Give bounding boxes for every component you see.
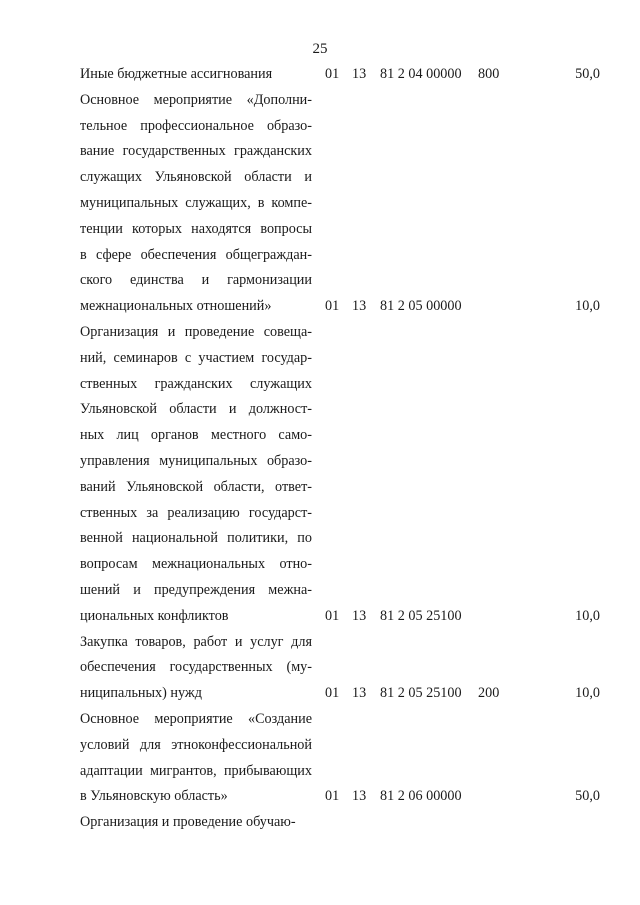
description-line: ных лиц органов местного само- — [80, 427, 312, 444]
description-line: адаптации мигрантов, прибывающих — [80, 762, 312, 779]
section-code: 01 — [325, 685, 340, 702]
amount: 50,0 — [575, 66, 600, 82]
section-code: 01 — [325, 788, 340, 805]
description-line: вопросам межнациональных отно- — [80, 556, 312, 573]
target-article-code: 81 2 05 25100 — [380, 607, 462, 624]
description-line: Иные бюджетные ассигнования — [80, 66, 273, 82]
description-line: Основное мероприятие «Создание — [80, 711, 312, 727]
description-line: тенции которых находятся вопросы — [80, 220, 312, 237]
description-line: Организация и проведение совеща- — [80, 324, 312, 340]
description-line: тельное профессиональное образо- — [80, 117, 312, 134]
description-line: Организация и проведение обучаю- — [80, 814, 296, 831]
description-line: ваний Ульяновской области, ответ- — [80, 478, 312, 495]
row-description — [80, 320, 312, 630]
expense-type-code: 800 — [478, 66, 500, 82]
description-line: вание государственных гражданских — [80, 143, 312, 160]
description-line: условий для этноконфессиональной — [80, 736, 312, 753]
description-line: шений и предупреждения межна- — [80, 581, 312, 598]
description-line: в сфере обеспечения общеграждан- — [80, 246, 312, 263]
amount: 10,0 — [575, 298, 600, 315]
description-line: ственных за реализацию государст- — [80, 504, 312, 521]
description-line: ниципальных) нужд — [80, 685, 202, 702]
target-article-code: 81 2 05 25100 — [380, 685, 462, 702]
section-code: 01 — [325, 66, 340, 82]
row-description — [80, 62, 312, 88]
subsection-code: 13 — [352, 788, 367, 805]
description-line: в Ульяновскую область» — [80, 788, 228, 805]
row-description — [80, 88, 312, 320]
description-line: венной национальной политики, по — [80, 530, 312, 547]
subsection-code: 13 — [352, 685, 367, 702]
description-line: ственных гражданских служащих — [80, 375, 312, 392]
description-line: муниципальных служащих, в компе- — [80, 194, 312, 211]
description-line: Ульяновской области и должност- — [80, 401, 312, 418]
description-line: обеспечения государственных (му- — [80, 659, 312, 676]
subsection-code: 13 — [352, 66, 367, 82]
subsection-code: 13 — [352, 298, 367, 315]
row-description — [80, 810, 312, 836]
section-code: 01 — [325, 607, 340, 624]
target-article-code: 81 2 05 00000 — [380, 298, 462, 315]
section-code: 01 — [325, 298, 340, 315]
description-line: ского единства и гармонизации — [80, 272, 312, 289]
row-description — [80, 630, 312, 707]
amount: 50,0 — [575, 788, 600, 805]
expense-type-code: 200 — [478, 685, 500, 702]
target-article-code: 81 2 04 00000 — [380, 66, 462, 82]
description-line: Закупка товаров, работ и услуг для — [80, 633, 312, 650]
target-article-code: 81 2 06 00000 — [380, 788, 462, 805]
description-line: межнациональных отношений» — [80, 298, 272, 315]
description-line: ний, семинаров с участием государ- — [80, 349, 312, 366]
description-line: Основное мероприятие «Дополни- — [80, 91, 312, 108]
subsection-code: 13 — [352, 607, 367, 624]
amount: 10,0 — [575, 607, 600, 624]
amount: 10,0 — [575, 685, 600, 702]
page-number: 25 — [312, 41, 328, 57]
description-line: циональных конфликтов — [80, 607, 229, 624]
row-description — [80, 707, 312, 810]
description-line: управления муниципальных образо- — [80, 452, 312, 469]
description-line: служащих Ульяновской области и — [80, 169, 312, 186]
